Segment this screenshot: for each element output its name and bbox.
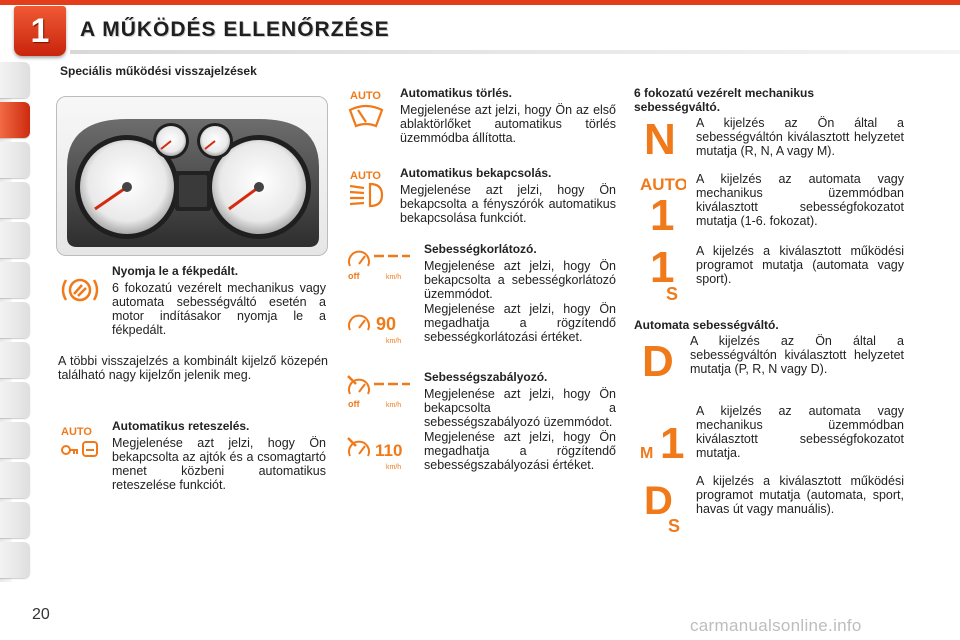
gear-auto-label: AUTO — [640, 175, 686, 194]
brake-title: Nyomja le a fékpedált. — [112, 264, 239, 278]
manual-n-text: A kijelzés az Ön által a sebességváltón kiválasztott helyzetet mutatja (R, N, A vagy M). — [696, 116, 904, 158]
limiter-off-label: off — [348, 271, 360, 281]
gear-1-sport-icon — [648, 244, 688, 307]
speed-limiter-set-icon — [346, 308, 412, 351]
brake-pedal-icon — [60, 276, 100, 309]
manual-gearbox-title-text: 6 fokozatú vezérelt mechanikus sebességváltó. — [634, 86, 815, 114]
side-tab — [0, 142, 30, 178]
gear-sport-label: S — [666, 284, 679, 302]
watermark: carmanualsonline.info — [690, 616, 862, 635]
limiter-unit-label: km/h — [386, 274, 402, 281]
limiter-text-2: Megjelenése azt jelzi, hogy Ön megadhatja a rögzítendő sebességkorlátozási értéket. — [424, 302, 616, 344]
gear-auto-number: 1 — [650, 191, 675, 232]
limiter-value-label: 90 — [376, 314, 397, 334]
cruise-text-1: Megjelenése azt jelzi, hogy Ön bekapcsolta a sebességszabályozó üzemmódot. — [424, 387, 616, 429]
page-title: A MŰKÖDÉS ELLENŐRZÉSE — [80, 18, 390, 41]
side-tab — [0, 342, 30, 378]
locking-title: Automatikus reteszelés. — [112, 419, 250, 433]
chapter-tab — [14, 6, 66, 56]
section-title: Speciális működési visszajelzések — [60, 64, 257, 78]
side-tab — [0, 222, 30, 258]
side-tab — [0, 302, 30, 338]
limiter-title: Sebességkorlátozó. — [424, 242, 537, 256]
cruise-value-label: 110 — [375, 441, 403, 460]
gear-ds-sport-label: S — [668, 516, 681, 534]
auto-ds-text: A kijelzés a kiválasztott működési programot mutatja (automata, sport, havas út vagy manuális). — [696, 474, 904, 516]
gear-m-1-icon — [640, 412, 688, 467]
side-tab — [0, 542, 30, 578]
gear-n-glyph: N — [644, 115, 676, 158]
gear-n-icon — [642, 114, 682, 163]
auto-m-text: A kijelzés az automata vagy mechanikus üzemmódban kiválasztott sebességfokozatot mutatja. — [696, 404, 904, 460]
side-tab — [0, 502, 30, 538]
instrument-cluster-illustration — [56, 96, 328, 256]
speed-limiter-off-icon — [346, 244, 412, 287]
cruise-text-2: Megjelenése azt jelzi, hogy Ön megadhatja a rögzítendő sebességszabályozási értéket. — [424, 430, 616, 472]
side-tab-active — [0, 102, 30, 138]
gear-m-number: 1 — [660, 419, 685, 462]
chapter-number: 1 — [30, 11, 50, 50]
auto-lock-icon — [60, 424, 100, 465]
page-number: 20 — [32, 606, 50, 623]
side-tab — [0, 182, 30, 218]
instrument-cluster-icon — [57, 97, 329, 257]
wiper-title: Automatikus törlés. — [400, 86, 513, 100]
cruise-unit-label: km/h — [386, 402, 402, 409]
limiter-text-1: Megjelenése azt jelzi, hogy Ön bekapcsolta a sebességkorlátozó üzemmódot. — [424, 259, 616, 301]
auto-wiper-icon — [346, 88, 386, 135]
limiter-set-unit-label: km/h — [386, 338, 402, 345]
side-tab — [0, 62, 30, 98]
manual-gearbox-title — [634, 86, 894, 114]
manual-s-text: A kijelzés a kiválasztott működési programot mutatja (automata vagy sport). — [696, 244, 904, 286]
side-tab — [0, 422, 30, 458]
side-tab — [0, 382, 30, 418]
brake-text: 6 fokozatú vezérelt mechanikus vagy automata sebességváltó esetén a motor indításakor nyomja le a fékpedált. — [112, 281, 326, 337]
auto-gearbox-title: Automata sebességváltó. — [634, 318, 779, 332]
gear-d-icon — [640, 336, 680, 385]
side-index-tabs — [0, 62, 34, 582]
side-tab — [0, 262, 30, 298]
header-divider — [70, 50, 960, 54]
auto-lock-label: AUTO — [61, 426, 92, 438]
auto-wiper-label: AUTO — [350, 90, 381, 102]
lights-text: Megjelenése azt jelzi, hogy Ön bekapcsolta a fényszórók automatikus bekapcsolása funkciót. — [400, 183, 616, 225]
gear-auto-1-icon — [640, 172, 686, 237]
gear-ds-glyph: D — [644, 479, 673, 523]
auto-lights-icon — [346, 168, 386, 215]
lights-title: Automatikus bekapcsolás. — [400, 166, 552, 180]
other-indicators-note: A többi visszajelzés a kombinált kijelző közepén található nagy kijelzőn jelenik meg. — [58, 354, 328, 382]
gear-1-number: 1 — [650, 244, 675, 292]
cruise-off-label: off — [348, 399, 360, 409]
cruise-control-off-icon — [346, 372, 412, 415]
cruise-control-set-icon — [346, 432, 412, 477]
gear-d-glyph: D — [642, 337, 674, 380]
side-tab — [0, 462, 30, 498]
header-stripe — [0, 0, 960, 5]
locking-text: Megjelenése azt jelzi, hogy Ön bekapcsolta az ajtók és a csomagtartó menet közbeni automatikus reteszelése funkciót. — [112, 436, 326, 492]
auto-lights-label: AUTO — [350, 170, 381, 182]
cruise-set-unit-label: km/h — [386, 464, 402, 471]
gear-d-sport-icon — [642, 476, 690, 539]
page-header — [0, 0, 960, 62]
wiper-text: Megjelenése azt jelzi, hogy Ön az első ablaktörlőket automatikus törlés üzemmódba állította. — [400, 103, 616, 145]
cruise-title: Sebességszabályozó. — [424, 370, 548, 384]
auto-d-text: A kijelzés az Ön által a sebességváltón kiválasztott helyzetet mutatja (P, R, N vagy D). — [690, 334, 904, 376]
gear-m-label: M — [640, 445, 654, 462]
manual-auto-text: A kijelzés az automata vagy mechanikus üzemmódban kiválasztott sebességfokozatot mutatja (1-6. fokozat). — [696, 172, 904, 228]
